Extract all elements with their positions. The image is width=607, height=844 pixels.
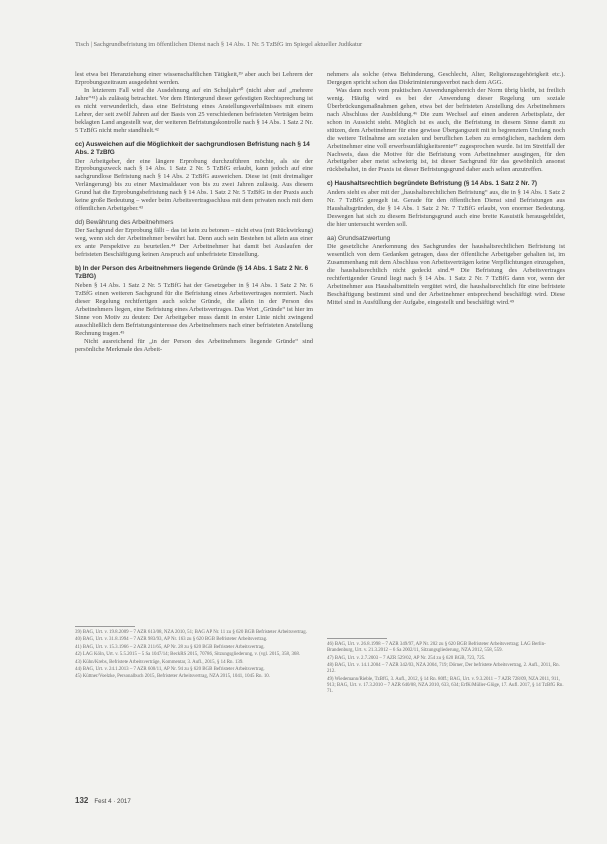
footnote: 45) Küttner/Voelzke, Personalbuch 2015, Befristeter Arbeitsvertrag, NZA 2015, 1041, 1045 Rn. 10. [75, 674, 270, 680]
paragraph: Neben § 14 Abs. 1 Satz 2 Nr. 5 TzBfG hat der Gesetzgeber in § 14 Abs. 1 Satz 2 Nr. 6 TzBfG einen weiteren Sachgrund für die Befristung eines Arbeitsvertrages normiert. Nach dieser Regelung rechtfertigen auch solche Gründe, die allein in der Person des Arbeitnehmers liegen, eine Befristung eines Arbeitsvertrages. Das Wort „Gründe“ ist hier im Sinne von Motiv zu deuten: Der Arbeitgeber muss damit in erster Linie nicht zwingend ausschließlich dem Befristungsinteresse des Arbeitnehmers nach einer befristeten Anstellung Rechnung tragen.⁴⁵ [75, 281, 313, 337]
footnote: 39) BAG, Urt. v. 19.8.2009 – 7 AZR 613/08, NZA 2010, 51; BAG AP Nr. 11 zu § 620 BGB Befristeter Arbeitsvertrag. [75, 630, 307, 635]
footnote: 47) BAG, Urt. v. 2.7.2003 – 7 AZR 529/02, AP Nr. 254 zu § 620 BGB, 723, 725. [327, 655, 486, 661]
footnote-rule-right [327, 638, 387, 639]
paragraph: Anders sieht es aber mit der „haushaltsrechtlichen Befristung“ aus, die in § 14 Abs. 1 Satz 2 Nr. 7 TzBfG geregelt ist. Gerade für den öffentlichen Dienst sind Befristungen aus Haushaltsgründen, die § 14 Abs. 1 Satz 2 Nr. 7 TzBfG erlaubt, von enormer Bedeutung. Deswegen hat sich zu diesem Befristungsgrund auch eine breite Kasuistik herausgebildet, die hier untersucht werden soll. [327, 189, 565, 229]
left-column [75, 71, 313, 353]
page-footer [75, 796, 131, 805]
paragraph: Die gesetzliche Anerkennung des Sachgrundes der haushaltsrechtlichen Befristung ist wesentlich von dem Gedanken getragen, dass der öffentliche Arbeitgeber gehalten ist, im Zusammenhang mit dem Abschluss von Arbeitsverträgen keine Verpflichtungen einzugehen, die haushaltsrechtlich nicht gedeckt sind.⁴⁸ Die Befristung des Arbeitsvertrages rechtfertigender Grund liegt nach § 14 Abs. 1 Satz 2 Nr. 7 TzBfG dann vor, wenn der Arbeitnehmer aus Haushaltsmitteln vergütet wird, die haushaltsrechtlich für eine befristete Beschäftigung bestimmt sind und der Arbeitnehmer entsprechend beschäftigt wird. Diese Mittel sind in Ausfüllung der Aufgabe, eingestellt und beschäftigt wird.⁴⁹ [327, 243, 565, 306]
footnote: 44) BAG, Urt. v. 24.1.2013 – 7 AZR 600/11, AP Nr. 94 zu § 620 BGB Befristeter Arbeitsvertrag. [75, 666, 265, 672]
subsection-heading: dd) Bewährung des Arbeitnehmers [75, 219, 174, 227]
footnote: 40) BAG, Urt. v. 31.8.1994 – 7 AZR 983/93, AP Nr. 163 zu § 620 BGB Befristeter Arbeitsvertrag. [75, 637, 268, 643]
footnote: 46) BAG, Urt. v. 26.8.1998 – 7 AZR 349/97, AP Nr. 202 zu § 620 BGB Befristeter Arbeitsvertrag; LAG Berlin-Brandenburg, Urt. v. 21.3.2012 – 6 Sa 2002/11, Sitzungsgliederung, NZA 2012, 558, 559. [327, 642, 546, 654]
footnote: 48) BAG, Urt. v. 14.1.2004 – 7 AZR 342/03, NZA 2004, 719; Dörner, Der befristete Arbeitsvertrag, 2. Aufl., 2011, Rn. 212. [327, 662, 560, 675]
footnote: 43) Kühn/Krebs, Befristete Arbeitsverträge, Kommentar, 3. Aufl., 2015, § 14 Rn. 139. [75, 659, 244, 665]
paragraph: Nicht ausreichend für „in der Person des Arbeitnehmers liegende Gründe“ sind persönliche Merkmale des Arbeit- [75, 337, 313, 353]
footnote-rule-left [75, 626, 135, 627]
paragraph: nehmers als solche (etwa Behinderung, Geschlecht, Alter, Religionszugehörigkeit etc.). Dergegen spricht schon das Diskriminierungsverbot nach dem AGG. [327, 71, 565, 86]
right-column [327, 71, 565, 307]
subsection-heading: aa) Grundsatzwertung [327, 235, 391, 243]
paragraph: lest etwa bei Heranziehung einer wissenschaftlichen Tätigkeit,³⁹ aber auch bei Lehrern der Erprobungszeitraum ausgedehnt werden. [75, 71, 313, 86]
paragraph: Der Sachgrund der Erprobung fällt – das ist kein zu betonen – nicht etwa (mit Rückwirkung) weg, wenn sich der Arbeitnehmer bewährt hat. Denn auch sein Bestehen ist allein aus einer ex ante Perspektive zu beurteilen.⁴⁴ Der Arbeitnehmer hat damit bei Auslaufen der befristeten Beschäftigung keinen Anspruch auf unbefristete Einstellung. [75, 227, 313, 259]
paragraph: In letzterem Fall wird die Ausdehnung auf ein Schuljahr⁴⁰ (nicht aber auf „mehrere Jahre“⁴¹) als zulässig betrachtet. Vor dem Hintergrund dieser gefestigten Rechtsprechung ist es nicht verwunderlich, dass eine Befristung eines Anstellungsverhältnisses mit einem Lehrer, der seit zwölf Jahren auf der Basis von 25 verschiedenen befristeten Verträgen beim beklagten Land angestellt war, der weiteren Befristungskontrolle nach § 14 Abs. 1 Satz 2 Nr. 5 TzBfG nicht mehr standhielt.⁴² [75, 86, 313, 134]
footnotes-right [327, 642, 565, 696]
running-header: Tisch | Sachgrundbefristung im öffentlichen Dienst nach § 14 Abs. 1 Nr. 5 TzBfG im Spiegel aktueller Judikatur [75, 41, 363, 48]
footnotes-left [75, 630, 313, 682]
publication-info: Fest 4 · 2017 [94, 798, 131, 805]
section-heading: b) In der Person des Arbeitnehmers liegende Gründe (§ 14 Abs. 1 Satz 2 Nr. 6 TzBfG) [75, 264, 309, 280]
section-heading: c) Haushaltsrechtlich begründete Befristung (§ 14 Abs. 1 Satz 2 Nr. 7) [327, 180, 537, 188]
section-heading: cc) Ausweichen auf die Möglichkeit der sachgrundlosen Befristung nach § 14 Abs. 2 TzBfG [75, 140, 310, 156]
footnote: 49) Wiedemann/Rieble, TzBfG, 3. Aufl., 2012, § 14 Rn. 80ff.; BAG, Urt. v. 9.3.2011 – 7 AZR 728/09, NZA 2011, 911, 913; BAG, Urt. v. 17.3.2010 – 7 AZR 640/08, NZA 2010, 633, 634; ErfK/Müller-Glöge, 17. Aufl. 2017, § 14 TzBfG Rn. 71. [327, 676, 564, 694]
paragraph: Der Arbeitgeber, der eine längere Erprobung durchzuführen möchte, als sie der Erprobungszweck nach § 14 Abs. 1 Satz 2 Nr. 5 TzBfG erlaubt, kann jedoch auf eine sachgrundlose Befristung nach § 14 Abs. 2 TzBfG ausweichen. Diese ist (mit dreimaliger Verlängerung) bis zu einer Maximaldauer von bis zu zwei Jahren zulässig. Aus diesem Grund hat die Erprobungsbefristung nach § 14 Abs. 1 Satz 2 Nr. 5 TzBfG in der Praxis auch keine große Bedeutung – weder beim Arbeitsvertragsschluss mit dem privaten noch mit dem öffentlichen Arbeitgeber.⁴³ [75, 157, 313, 213]
footnote: 42) LAG Köln, Urt. v. 5.5.2015 – 5 Sa 1047/14; BeckRS 2015, 70786, Sitzungsgliederung, v. (vgl. 2015, 358, 368. [75, 652, 301, 658]
footnote: 41) BAG, Urt. v. 15.3.1966 – 2 AZR 211/65, AP Nr. 28 zu § 620 BGB Befristeter Arbeitsvertrag. [75, 644, 265, 650]
paragraph: Was dann noch vom praktischen Anwendungsbereich der Norm übrig bleibt, ist freilich wenig. Häufig wird es bei der Anwendung dieser Regelung um soziale Überbrückungsmaßnahmen gehen, etwa bei der befristeten Anstellung des Arbeitnehmers nach Abschluss der Ausbildung.⁴⁶ Die zum Wechsel auf einen anderen Arbeitsplatz, der schon in Aussicht steht. Möglich ist es auch, die Befristung in diesem Sinne damit zu stützen, dem Arbeitnehmer für eine gewisse Übergangszeit mit in begrenztem Umfang noch die weitere Teilnahme am sozialen und beruflichen Leben zu ermöglichen, nachdem dem Arbeitnehmer eine voll erwerbsunfähigkeitsrente⁴⁷ zugesprochen wurde. Ist im Streitfall der Nachweis, dass die Motive für die Befristung vom Arbeitnehmer ausgingen, für den Arbeitgeber aber meist schwierig ist, ist dieser Sachgrund für das gewöhnlich ansonst rückbehaltet, in der Praxis ist dieser Befristungsgrund daher auch selten anzutreffen. [327, 86, 565, 174]
page-number: 132 [75, 796, 89, 805]
